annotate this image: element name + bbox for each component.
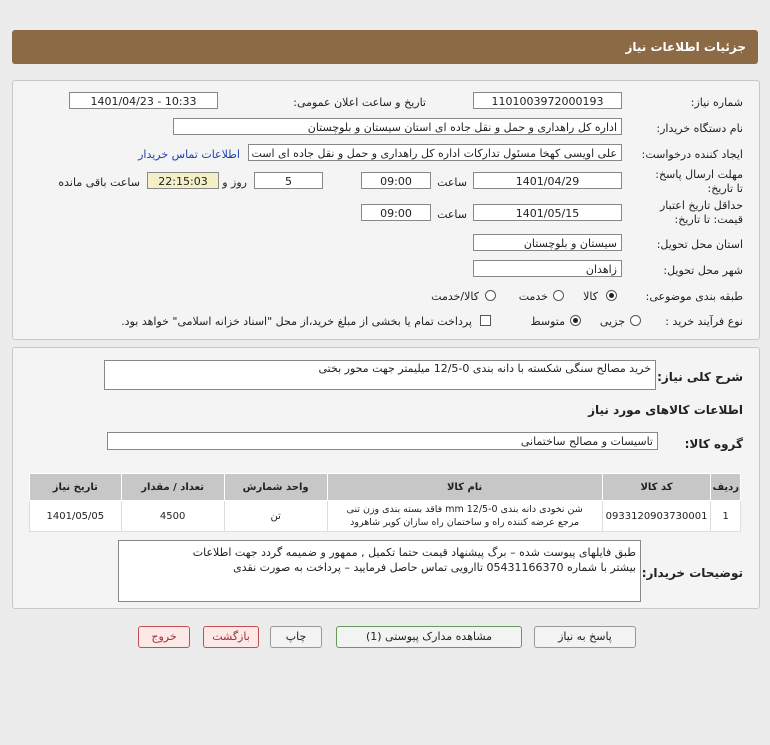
col-row: ردیف <box>711 474 741 501</box>
back-button[interactable]: بازگشت <box>203 626 259 648</box>
announce-value: 1401/04/23 - 10:33 <box>69 92 218 109</box>
category-label: طبقه بندی موضوعی: <box>645 290 743 303</box>
process-radio-minor[interactable] <box>630 315 641 326</box>
announce-label: تاریخ و ساعت اعلان عمومی: <box>293 96 426 109</box>
reply-time-label: ساعت <box>437 176 467 189</box>
validity-label: حداقل تاریخ اعتبار قیمت: تا تاریخ: <box>659 199 743 226</box>
col-qty: تعداد / مقدار <box>121 474 224 501</box>
page-title: جزئیات اطلاعات نیاز <box>625 40 746 54</box>
col-code: کد کالا <box>602 474 711 501</box>
goods-code: 0933120903730001 <box>602 501 711 532</box>
need-number-value: 1101003972000193 <box>473 92 622 109</box>
remaining-time-value: 22:15:03 <box>147 172 219 189</box>
buyer-notes-line2: بیشتر با شماره 05431166370 تاارویی تماس حاصل فرمایید – پرداخت به صورت نقدی <box>233 561 636 574</box>
goods-unit: تن <box>224 501 327 532</box>
category-radio-service[interactable] <box>553 290 564 301</box>
process-option-medium: متوسط <box>530 315 565 328</box>
reply-time-value: 09:00 <box>361 172 431 189</box>
goods-group-value: تاسیسات و مصالح ساختمانی <box>107 432 658 450</box>
reply-deadline-label: مهلت ارسال پاسخ: تا تاریخ: <box>655 168 743 195</box>
col-name: نام کالا <box>327 474 602 501</box>
goods-table-header <box>30 474 741 501</box>
treasury-payment-checkbox[interactable] <box>480 315 491 326</box>
summary-label: شرح کلی نیاز: <box>657 370 743 384</box>
buyer-contact-link[interactable]: اطلاعات تماس خریدار <box>138 148 240 161</box>
category-radio-goods[interactable] <box>606 290 617 301</box>
print-button[interactable]: چاپ <box>270 626 322 648</box>
page-header <box>12 30 758 64</box>
reply-button[interactable]: پاسخ به نیاز <box>534 626 636 648</box>
goods-name <box>327 501 602 532</box>
category-option-goods: کالا <box>583 290 598 303</box>
creator-value: علی اویسی کهخا مسئول تدارکات اداره کل راهداری و حمل و نقل جاده ای است <box>248 144 622 161</box>
goods-need-date: 1401/05/05 <box>30 501 122 532</box>
buyer-org-label: نام دستگاه خریدار: <box>656 122 743 135</box>
buyer-notes-line1: طبق فایلهای پیوست شده – برگ پیشنهاد قیمت حتما تکمیل , ممهور و ضمیمه گردد جهت اطلاعات <box>192 546 636 559</box>
col-date: تاریخ نیاز <box>30 474 122 501</box>
days-remaining-value: 5 <box>254 172 323 189</box>
validity-date-value: 1401/05/15 <box>473 204 622 221</box>
need-number-label: شماره نیاز: <box>690 96 743 109</box>
col-unit: واحد شمارش <box>224 474 327 501</box>
table-row[interactable] <box>30 501 741 532</box>
goods-qty: 4500 <box>121 501 224 532</box>
buyer-notes-label: توضیحات خریدار: <box>641 566 743 580</box>
validity-time-value: 09:00 <box>361 204 431 221</box>
goods-info-title: اطلاعات کالاهای مورد نیاز <box>588 403 743 417</box>
buyer-notes-text <box>118 540 641 602</box>
treasury-payment-note: پرداخت تمام یا بخشی از مبلغ خرید،از محل "اسناد خزانه اسلامی" خواهد بود. <box>121 315 472 328</box>
view-attachments-button[interactable]: مشاهده مدارک پیوستی (1) <box>336 626 522 648</box>
exit-button[interactable]: خروج <box>138 626 190 648</box>
validity-time-label: ساعت <box>437 208 467 221</box>
buyer-org-value: اداره کل راهداری و حمل و نقل جاده ای استان سیستان و بلوچستان <box>173 118 622 135</box>
province-value: سیستان و بلوچستان <box>473 234 622 251</box>
goods-name-line2: مرجع عرضه کننده راه و ساختمان راه سازان کویر شاهرود <box>350 517 580 528</box>
process-label: نوع فرآیند خرید : <box>665 315 743 328</box>
goods-name-line1: شن نخودی دانه بندی mm 12/5-0 فاقد بسته بندی وزن تنی <box>346 504 583 515</box>
process-option-minor: جزیی <box>599 315 625 328</box>
province-label: استان محل تحویل: <box>656 238 743 251</box>
goods-group-label: گروه کالا: <box>684 437 743 451</box>
city-label: شهر محل تحویل: <box>663 264 743 277</box>
category-option-service: خدمت <box>518 290 548 303</box>
row-number: 1 <box>711 501 741 532</box>
goods-table <box>29 473 741 532</box>
category-radio-both[interactable] <box>485 290 496 301</box>
creator-label: ایجاد کننده درخواست: <box>641 148 743 161</box>
days-label: روز و <box>222 176 247 189</box>
summary-text: خرید مصالح سنگی شکسته با دانه بندی 0-12/5 میلیمتر جهت محور بختی <box>104 360 656 390</box>
reply-date-value: 1401/04/29 <box>473 172 622 189</box>
remaining-time-label: ساعت باقی مانده <box>58 176 140 189</box>
category-option-both: کالا/خدمت <box>431 290 479 303</box>
city-value: زاهدان <box>473 260 622 277</box>
process-radio-medium[interactable] <box>570 315 581 326</box>
